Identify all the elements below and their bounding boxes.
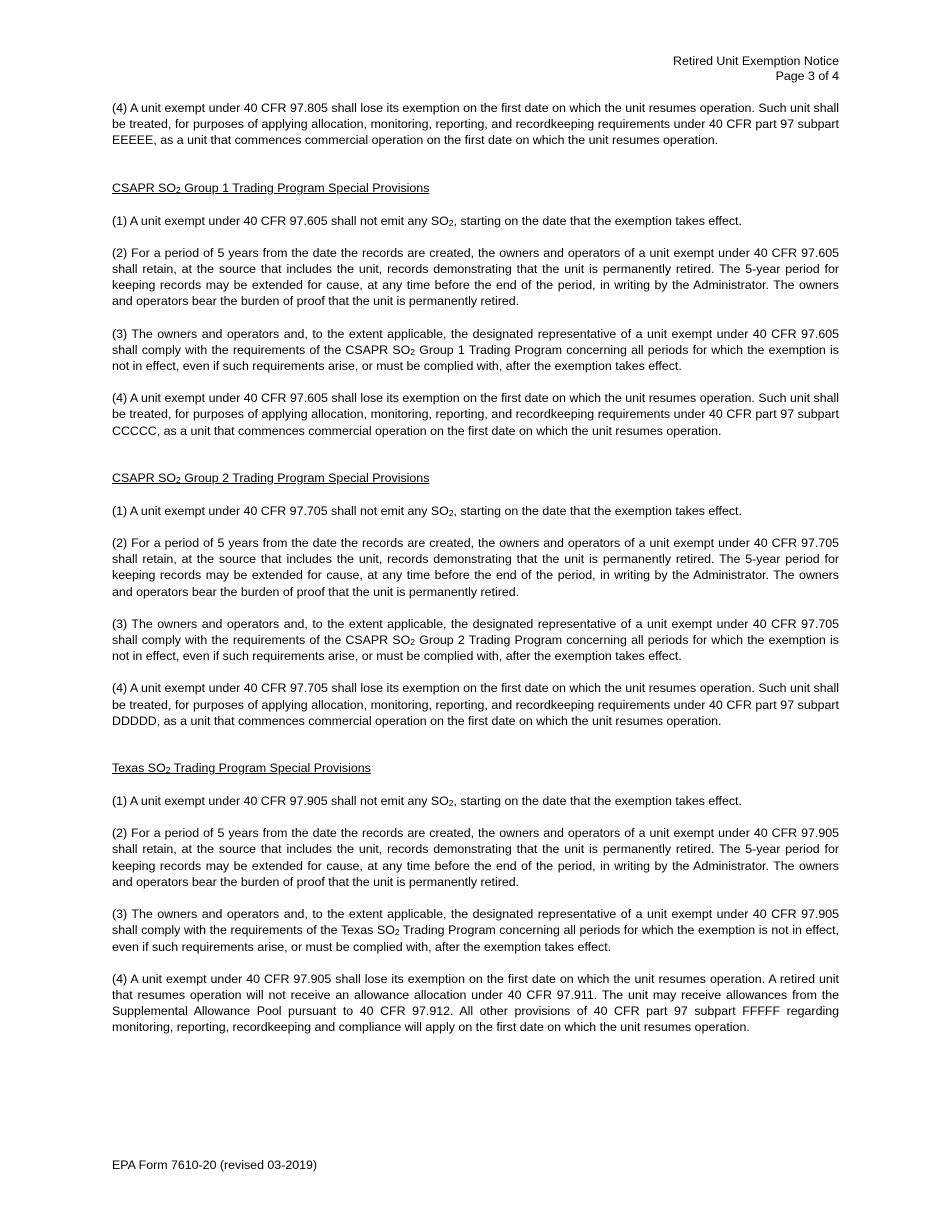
provision-2: (2) For a period of 5 years from the date the records are created, the owners and operators of a unit exempt under 40 CFR 97.905 shall retain, at the source that includes the unit, records demonstrating that the unit is permanently retired. The 5-year period for keeping records may be extended for cause, at any time before the end of the period, in writing by the Administrator. The owners and operators bear the burden of proof that the unit is permanently retired. xyxy=(112,826,839,889)
intro-paragraph: (4) A unit exempt under 40 CFR 97.805 shall lose its exemption on the first date on which the unit resumes operation. Such unit shall be treated, for purposes of applying allocation, monitoring, reporting, and recordkeeping requirements under 40 CFR part 97 subpart EEEEE, as a unit that commences commercial operation on the first date on which the unit resumes operation. xyxy=(112,101,839,148)
section-title: Texas $SO_2$ Trading Program Special Provisions xyxy=(112,761,371,776)
document-page xyxy=(112,54,839,1036)
provision-4: (4) A unit exempt under 40 CFR 97.905 shall lose its exemption on the first date on which the unit resumes operation. A retired unit that resumes operation will not receive an allowance allocation under 40 CFR 97.911. The unit may receive allowances from the Supplemental Allowance Pool pursuant to 40 CFR 97.912. All other provisions of 40 CFR part 97 subpart FFFFF regarding monitoring, reporting, recordkeeping and compliance will apply on the first date on which the unit resumes operation. xyxy=(112,971,839,1035)
provision-1: (1) A unit exempt under 40 CFR 97.905 shall not emit any $SO_2$, starting on the date that the exemption takes effect. xyxy=(112,794,742,809)
document-title: Retired Unit Exemption Notice xyxy=(673,54,839,68)
section-texas xyxy=(112,760,839,1035)
provision-1: (1) A unit exempt under 40 CFR 97.605 shall not emit any $SO_2$, starting on the date that the exemption takes effect. xyxy=(112,213,742,228)
page-number: Page 3 of 4 xyxy=(775,69,839,83)
section-csapr-group1 xyxy=(112,180,839,439)
page-header xyxy=(112,54,839,84)
section-title: CSAPR $SO_2$ Group 2 Trading Program Special Provisions xyxy=(112,470,430,485)
provision-3: (3) The owners and operators and, to the extent applicable, the designated representative of a unit exempt under 40 CFR 97.605 shall comply with the requirements of the CSAPR $SO_2$ Group 1 Trading Program concerning all periods for which the exemption is not in effect, even if such requirements arise, or must be complied with, after the exemption takes effect. xyxy=(112,326,840,374)
provision-2: (2) For a period of 5 years from the date the records are created, the owners and operators of a unit exempt under 40 CFR 97.705 shall retain, at the source that includes the unit, records demonstrating that the unit is permanently retired. The 5-year period for keeping records may be extended for cause, at any time before the end of the period, in writing by the Administrator. The owners and operators bear the burden of proof that the unit is permanently retired. xyxy=(112,536,839,599)
form-footer: EPA Form 7610-20 (revised 03-2019) xyxy=(112,1158,318,1172)
provision-4: (4) A unit exempt under 40 CFR 97.705 shall lose its exemption on the first date on which the unit resumes operation. Such unit shall be treated, for purposes of applying allocation, monitoring, reporting, and recordkeeping requirements under 40 CFR part 97 subpart DDDDD, as a unit that commences commercial operation on the first date on which the unit resumes operation. xyxy=(112,681,839,728)
section-title: CSAPR $SO_2$ Group 1 Trading Program Special Provisions xyxy=(112,180,430,195)
provision-3: (3) The owners and operators and, to the extent applicable, the designated representative of a unit exempt under 40 CFR 97.905 shall comply with the requirements of the Texas $SO_2$ Trading Program concerning all periods for which the exemption is not in effect, even if such requirements arise, or must be complied with, after the exemption takes effect. xyxy=(112,907,839,954)
provision-2: (2) For a period of 5 years from the date the records are created, the owners and operators of a unit exempt under 40 CFR 97.605 shall retain, at the source that includes the unit, records demonstrating that the unit is permanently retired. The 5-year period for keeping records may be extended for cause, at any time before the end of the period, in writing by the Administrator. The owners and operators bear the burden of proof that the unit is permanently retired. xyxy=(112,245,839,309)
provision-3: (3) The owners and operators and, to the extent applicable, the designated representative of a unit exempt under 40 CFR 97.705 shall comply with the requirements of the CSAPR $SO_2$ Group 2 Trading Program concerning all periods for which the exemption is not in effect, even if such requirements arise, or must be complied with, after the exemption takes effect. xyxy=(112,616,840,664)
provision-4: (4) A unit exempt under 40 CFR 97.605 shall lose its exemption on the first date on which the unit resumes operation. Such unit shall be treated, for purposes of applying allocation, monitoring, reporting, and recordkeeping requirements under 40 CFR part 97 subpart CCCCC, as a unit that commences commercial operation on the first date on which the unit resumes operation. xyxy=(112,391,839,438)
section-csapr-group2 xyxy=(112,470,839,729)
provision-1: (1) A unit exempt under 40 CFR 97.705 shall not emit any $SO_2$, starting on the date that the exemption takes effect. xyxy=(112,503,742,518)
